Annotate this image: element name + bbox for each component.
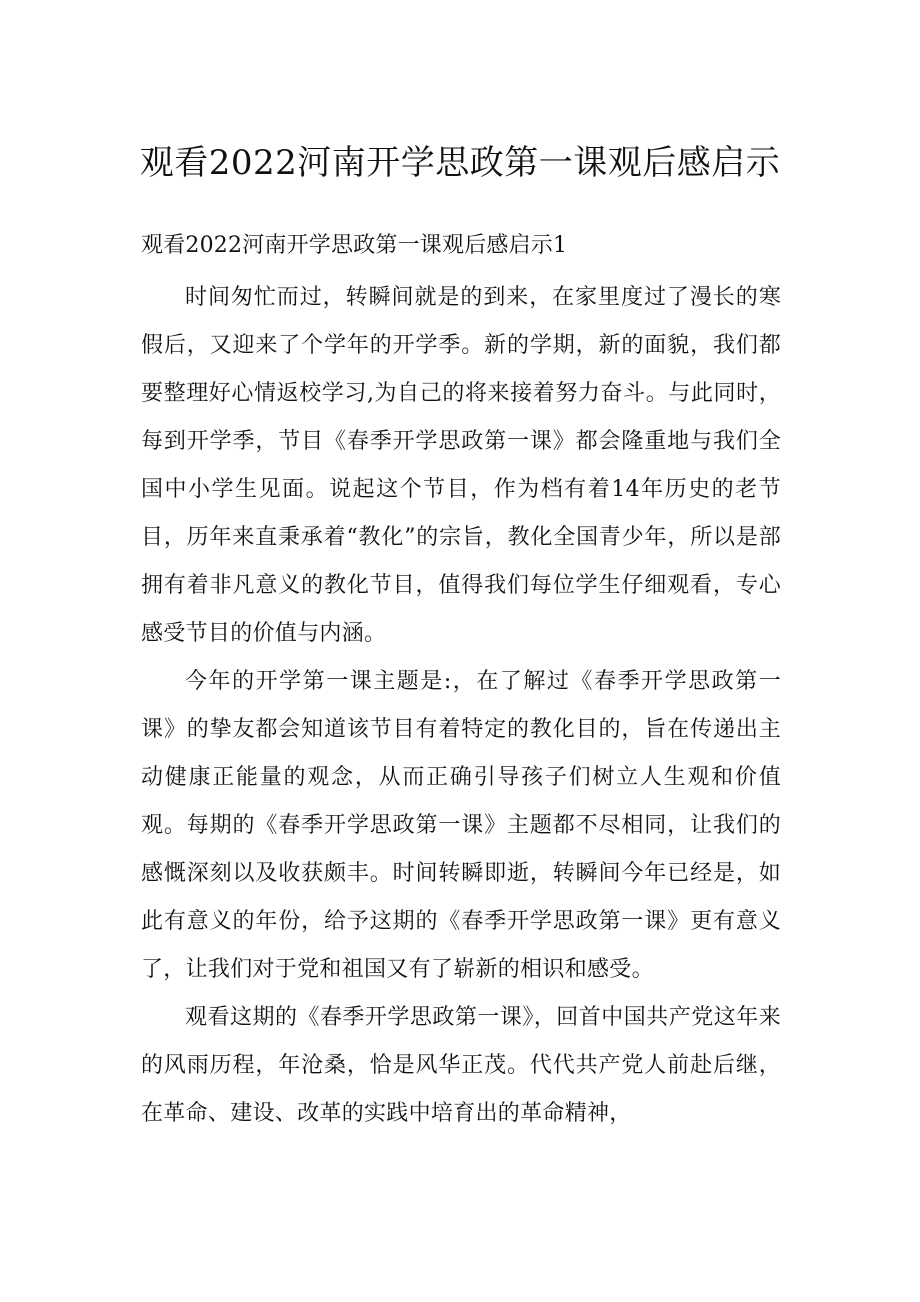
paragraph-2: 今年的开学第一课主题是:，在了解过《春季开学思政第一课》的挚友都会知道该节目有着特定的教化目的，旨在传递出主动健康正能量的观念，从而正确引导孩子们树立人生观和价值观。每期的《春季开学思政第一课》主题都不尽相同，让我们的感慨深刻以及收获颇丰。时间转瞬即逝，转瞬间今年已经是，如此有意义的年份，给予这期的《春季开学思政第一课》更有意义了，让我们对于党和祖国又有了崭新的相识和感受。	[141, 669, 781, 982]
section-heading: 观看2022河南开学思政第一课观后感启示1	[141, 233, 568, 258]
document-title: 观看2022河南开学思政第一课观后感启示	[139, 143, 781, 183]
document-body	[141, 228, 781, 1138]
paragraph-1: 时间匆忙而过，转瞬间就是的到来，在家里度过了漫长的寒假后，又迎来了个学年的开学季。新的学期，新的面貌，我们都要整理好心情返校学习,为自己的将来接着努力奋斗。与此同时，每到开学季，节目《春季开学思政第一课》都会隆重地与我们全国中小学生见面。说起这个节目，作为档有着14年历史的老节目，历年来直秉承着“教化”的宗旨，教化全国青少年，所以是部拥有着非凡意义的教化节目，值得我们每位学生仔细观看，专心感受节目的价值与内涵。	[141, 285, 781, 646]
paragraph-3: 观看这期的《春季开学思政第一课》，回首中国共产党这年来的风雨历程，年沧桑，恰是风华正茂。代代共产党人前赴后继，在革命、建设、改革的实践中培育出的革命精神，	[141, 1005, 781, 1126]
